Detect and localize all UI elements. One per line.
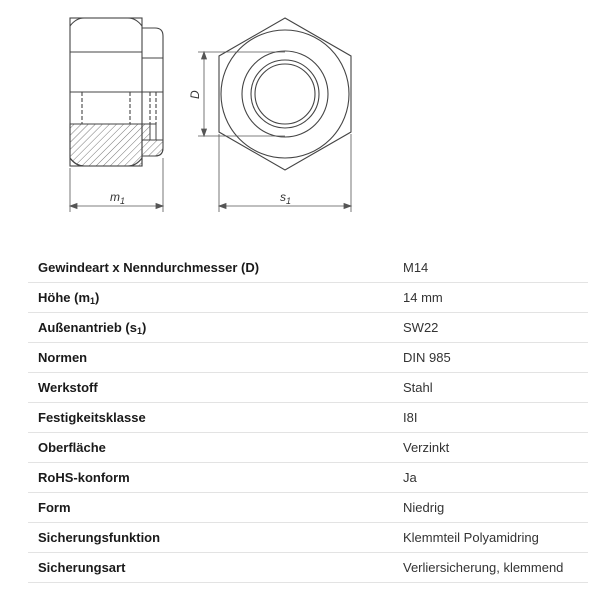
- dimension-D-label: D: [188, 90, 202, 99]
- spec-value: Verzinkt: [393, 433, 588, 463]
- spec-value: M14: [393, 253, 588, 283]
- section-hatch: [70, 124, 142, 166]
- spec-value: Klemmteil Polyamidring: [393, 523, 588, 553]
- spec-value: Ja: [393, 463, 588, 493]
- technical-drawing: [0, 0, 599, 240]
- spec-row: [28, 523, 588, 553]
- dimension-s1-label: $s_1$: [280, 190, 292, 206]
- spec-value: 14 mm: [393, 283, 588, 313]
- ring-section-hatch-2: [150, 124, 156, 140]
- spec-key: Festigkeitsklasse: [28, 403, 393, 433]
- spec-value: I8I: [393, 403, 588, 433]
- spec-key: Normen: [28, 343, 393, 373]
- spec-key: Werkstoff: [28, 373, 393, 403]
- spec-row: [28, 403, 588, 433]
- spec-key: Außenantrieb $(s_1)$: [28, 313, 393, 343]
- spec-key: Sicherungsart: [28, 553, 393, 583]
- spec-key: Höhe $(m_1)$: [28, 283, 393, 313]
- spec-value: Niedrig: [393, 493, 588, 523]
- spec-key: Sicherungsfunktion: [28, 523, 393, 553]
- spec-row: [28, 433, 588, 463]
- spec-key: Oberfläche: [28, 433, 393, 463]
- spec-row: [28, 283, 588, 313]
- spec-key: Form: [28, 493, 393, 523]
- ring-section-hatch: [142, 124, 150, 140]
- spec-row: [28, 343, 588, 373]
- spec-value: Stahl: [393, 373, 588, 403]
- spec-value: DIN 985: [393, 343, 588, 373]
- ring-section-lower: [142, 140, 163, 156]
- spec-row: [28, 493, 588, 523]
- spec-row: [28, 463, 588, 493]
- spec-value: SW22: [393, 313, 588, 343]
- dimension-m1-label: $m_1$: [110, 190, 126, 206]
- spec-row: [28, 373, 588, 403]
- spec-row: [28, 313, 588, 343]
- top-view: [219, 18, 351, 170]
- spec-key: RoHS-konform: [28, 463, 393, 493]
- spec-table: [28, 253, 588, 583]
- spec-value: Verliersicherung, klemmend: [393, 553, 588, 583]
- spec-row: [28, 553, 588, 583]
- spec-key: Gewindeart x Nenndurchmesser (D): [28, 253, 393, 283]
- spec-row: [28, 253, 588, 283]
